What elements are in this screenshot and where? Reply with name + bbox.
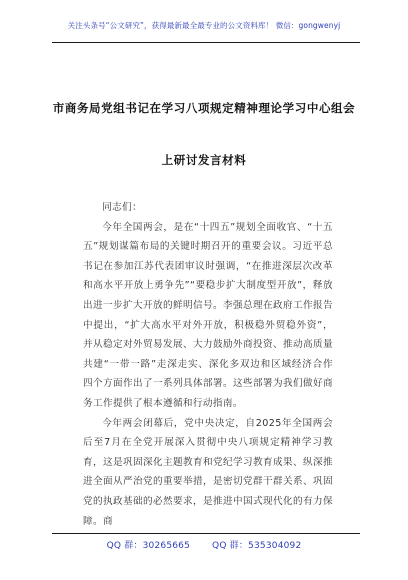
footer-qq-group-1: QQ 群：30265665 bbox=[106, 541, 191, 551]
document-body bbox=[83, 198, 333, 531]
footer-qq-group-2: QQ 群：535304092 bbox=[212, 541, 302, 551]
header-divider bbox=[52, 42, 360, 43]
paragraph: 今年两会闭幕后，党中央决定，自2025年全国两会后至7月在全党开展深入贯彻中央八项规定精神学习教育，这是巩固深化主题教育和党纪学习教育成果、纵深推进全面从严治党的重要举措，是密切党群干群关系、巩固党的执政基础的必然要求，是推进中国式现代化的有力保障。商 bbox=[83, 417, 333, 527]
document-title-line-2: 上研讨发言材料 bbox=[161, 153, 247, 167]
footer-divider bbox=[52, 533, 360, 534]
header-banner: 关注头条号“公文研究”，获得最新最全最专业的公文资料库！ 微信：gongwenyj bbox=[67, 21, 341, 30]
footer bbox=[0, 538, 408, 551]
salutation: 同志们： bbox=[102, 202, 143, 213]
document-title-line-1: 市商务局党组书记在学习八项规定精神理论学习中心组会 bbox=[52, 101, 356, 115]
paragraph: 今年全国两会，是在“十四五”规划全面收官、“十五五”规划谋篇布局的关键时期召开的重要会议。习近平总书记在参加江苏代表团审议时强调，“在推进深层次改革和高水平开放上勇争先”“要稳步扩大制度型开放”，释放出进一步扩大开放的鲜明信号。李强总理在政府工作报告中提出，“扩大高水平对外开放，积极稳外贸稳外资”，并从稳定对外贸易发展、大力鼓励外商投资、推动高质量共建“一带一路”走深走实、深化多双边和区域经济合作四个方面作出了一系列具体部署。这些部署为我们做好商务工作提供了根本遵循和行动指南。 bbox=[83, 221, 333, 409]
